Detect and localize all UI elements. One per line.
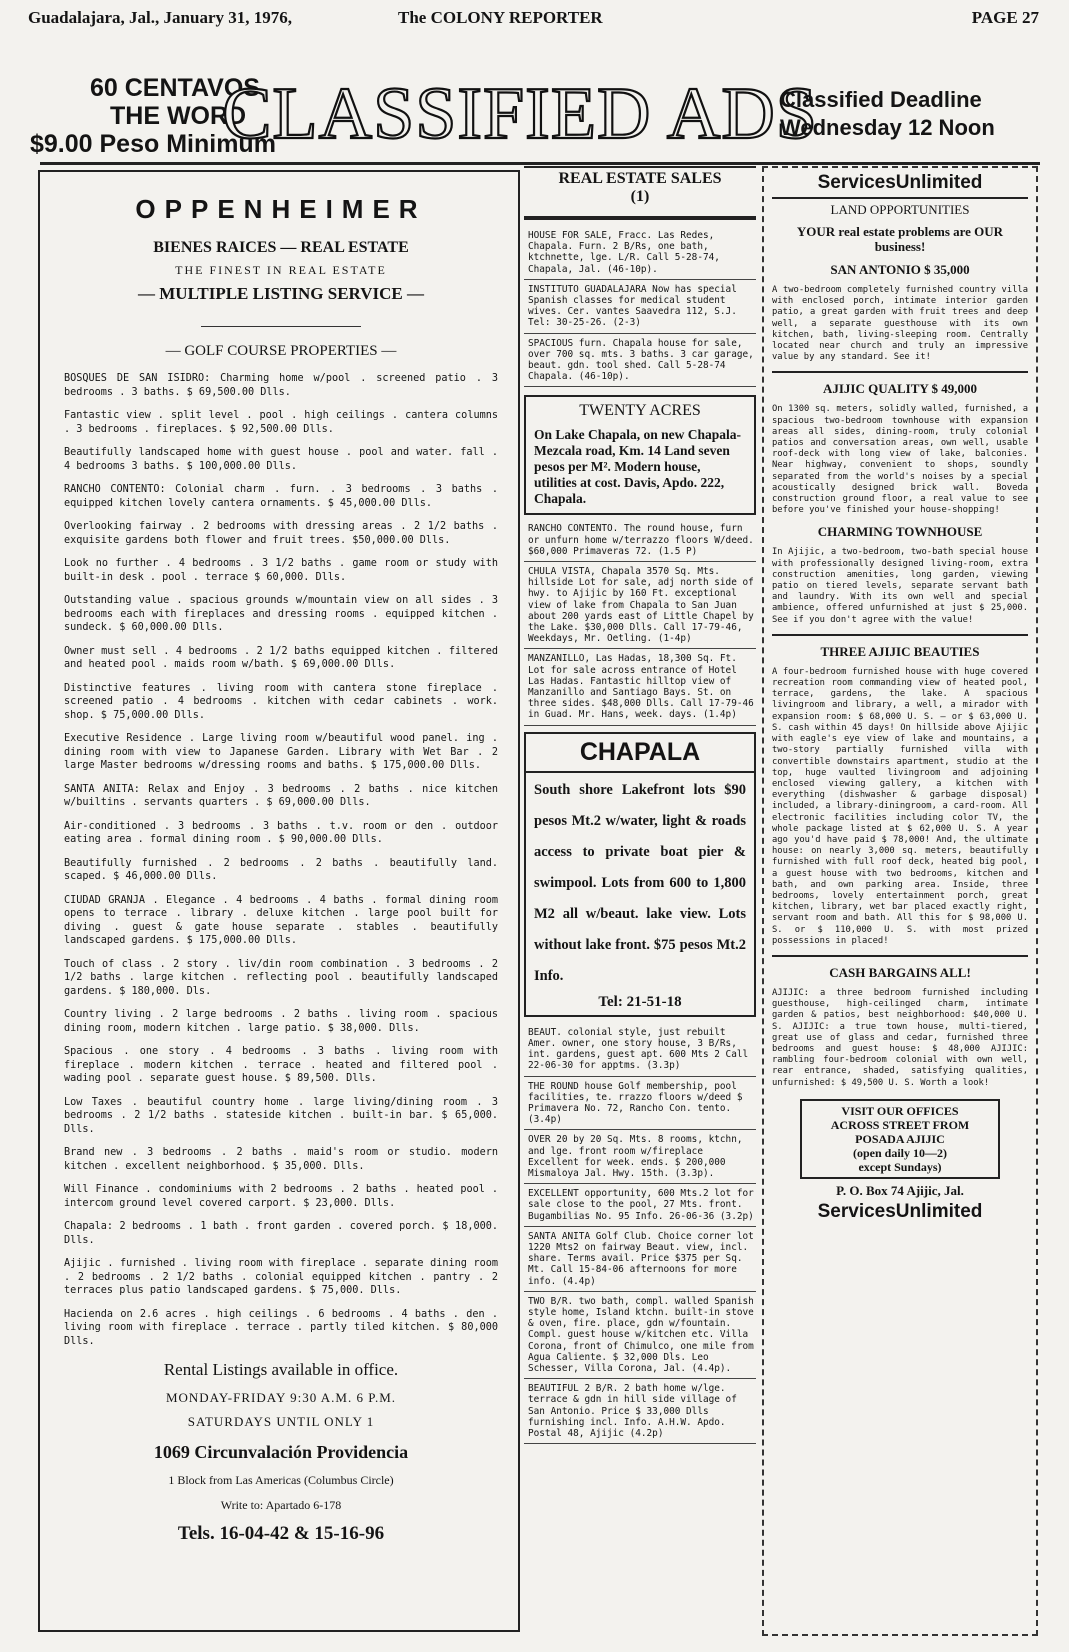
listing-item: Look no further . 4 bedrooms . 3 1/2 baths . game room or study with built-in desk . pool . terrace $ 60,000. Dlls. — [64, 558, 498, 583]
services-slogan: YOUR real estate problems are OUR business! — [796, 224, 1004, 254]
listing-item: Distinctive features . living room with cantera stone fireplace . screened patio . 4 bedrooms . kitchen with cedar cabinets . work. shop. $ 75,000.00 Dlls. — [64, 682, 498, 721]
listing-item: Fantastic view . split level . pool . high ceilings . cantera columns . 3 bedrooms . fireplaces. $ 92,500.00 Dlls. — [64, 410, 498, 435]
classified-ad: INSTITUTO GUADALAJARA Now has special Spanish classes for medical student wives. Cer. vantes Saavedra 112, S.J. Tel: 30-25-26. (2-3) — [524, 280, 756, 334]
classified-ads-title-text: CLASSIFIED ADS — [222, 73, 818, 155]
chapala-body: South shore Lakefront lots $90 pesos Mt.2 w/water, light & roads access to private boat pier & swimpool. Lots from 600 to 1,800 M2 all w/beaut. lake view. Lots without lake front. $75 pesos Mt.2 Info. — [534, 781, 746, 984]
classified-masthead — [0, 70, 1069, 165]
rental-note: Rental Listings available in office. — [163, 1360, 399, 1379]
listing-item: Country living . 2 large bedrooms . 2 baths . living room . spacious dining room, modern kitchen . large patio. $ 38,000. Dlls. — [64, 1009, 498, 1034]
real-estate-column — [524, 166, 756, 1636]
san-antonio-body: A two-bedroom completely furnished country villa with enclosed porch, intimate interior garden patio, a great garden with fruit trees and deep well, a separate guesthouse with its own kitchen, bath, living-sleeping room. Centrally located near church and truly an impressive value by any standard. See it! — [772, 285, 1028, 363]
classified-ad: BEAUT. colonial style, just rebuilt Amer. owner, one story house, 3 B/Rs, int. gardens, guest apt. 600 Mts 2 Call 22-06-30 for apptms. (3.3p) — [524, 1023, 756, 1077]
rate-per: THE WORD — [110, 102, 247, 130]
classified-ad: BEAUTIFUL 2 B/R. 2 bath home w/lge. terrace & gdn in hill side village of San Antonio. Price $ 33,000 Dlls furnishing incl. Info. A.H.W. Apdo. Postal 48, Ajijic (4.2p) — [524, 1379, 756, 1444]
ajijic-quality-heading: AJIJIC QUALITY $ 49,000 — [822, 381, 978, 397]
classified-ad: RANCHO CONTENTO. The round house, furn or unfurn home w/terrazzo floors W/deed. $60,000 Primaveras 72. (1.5 P) — [524, 519, 756, 562]
listing-item: Chapala: 2 bedrooms . 1 bath . front garden . covered porch. $ 18,000. Dlls. — [64, 1221, 498, 1246]
golf-course-heading: — GOLF COURSE PROPERTIES — — [165, 343, 397, 359]
chapala-title: CHAPALA — [526, 734, 754, 773]
listing-item: Owner must sell . 4 bedrooms . 2 1/2 baths equipped kitchen . filtered and heated pool . maids room w/bath. $ 69,000.00 Dlls. — [64, 645, 498, 670]
land-opportunities: LAND OPPORTUNITIES — [830, 202, 970, 217]
listing-item: Will Finance . condominiums with 2 bedrooms . 2 baths . heated pool . intercom ground level covered carport. $ 23,000. Dlls. — [64, 1184, 498, 1209]
chapala-phone: Tel: 21-51-18 — [598, 993, 682, 1010]
classified-ad: EXCELLENT opportunity, 600 Mts.2 lot for sale close to the pool, 27 Mts. front. Bugambilias No. 95 Info. 26-06-36 (3.2p) — [524, 1184, 756, 1227]
listing-item: Overlooking fairway . 2 bedrooms with dressing areas . 2 1/2 baths . exquisite gardens both flower and fruit trees. $50,000.00 Dlls. — [64, 521, 498, 546]
mailing-address: Write to: Apartado 6-178 — [220, 1498, 342, 1512]
office-hours: MONDAY-FRIDAY 9:30 A.M. 6 P.M. — [165, 1390, 397, 1405]
deadline-line-2: Wednesday 12 Noon — [780, 115, 995, 140]
listing-item: Air-conditioned . 3 bedrooms . 3 baths . t.v. room or den . outdoor eating area . formal dining room . $ 90,000.00 Dlls. — [64, 820, 498, 845]
cash-bargains-heading: CASH BARGAINS ALL! — [829, 964, 971, 980]
listing-item: Executive Residence . Large living room w/beautiful wood panel. ing . dining room with view to Japanese Garden. Library with Wet Bar . 2 large Master bedrooms w/dressing rooms and baths. $ 175,000.00 Dlls. — [64, 733, 498, 771]
classified-ad: HOUSE FOR SALE, Fracc. Las Redes, Chapala. Furn. 2 B/Rs, one bath, ktchnette, lge. L/R. Call 5-28-74, Chapala, Jal. (46-10p). — [524, 226, 756, 280]
chapala-ad — [524, 732, 756, 1017]
listing-item: Spacious . one story . 4 bedrooms . 3 baths . living room with fireplace . modern kitchen . terrace . heated and filtered pool . wading pool . separate guest house. $ 89,500. Dlls. — [64, 1046, 498, 1084]
twenty-acres-title: TWENTY ACRES — [579, 402, 701, 420]
listing-item: Beautifully landscaped home with guest house . pool and water. fall . 4 bedrooms 3 baths. $ 100,000.00 Dlls. — [64, 447, 498, 472]
section-heading — [524, 166, 756, 206]
address-landmark: 1 Block from Las Americas (Columbus Circle) — [168, 1473, 394, 1487]
page-number: PAGE 27 — [971, 8, 1039, 27]
visit-line: except Sundays) — [858, 1159, 942, 1174]
oppenheimer-subtitle: BIENES RAICES — REAL ESTATE — [153, 239, 409, 256]
deadline-info — [780, 86, 995, 142]
services-title: ServicesUnlimited — [817, 172, 983, 193]
divider — [772, 634, 1028, 636]
listing-item: Touch of class . 2 story . liv/din room combination . 3 bedrooms . 2 1/2 baths . large kitchen . reflecting pool . beautifully landscaped gardens. $ 180,000. Dls. — [64, 958, 498, 997]
divider — [524, 216, 756, 220]
classified-ad: OVER 20 by 20 Sq. Mts. 8 rooms, ktchn, and lge. front room w/fireplace Excellent for week. ends. $ 200,000 Mismaloya Jal. Hwy. 15th. (3.3p). — [524, 1130, 756, 1184]
oppenheimer-tagline: THE FINEST IN REAL ESTATE — [175, 263, 387, 277]
twenty-acres-body: On Lake Chapala, on new Chapala-Mezcala road, Km. 14 Land seven pesos per M². Modern house, utilities at cost. Davis, Apdo. 222, Chapala. — [534, 427, 742, 507]
oppenheimer-title: OPPENHEIMER — [135, 194, 427, 224]
charming-townhouse-heading: CHARMING TOWNHOUSE — [817, 524, 983, 540]
listing-item: Ajijic . furnished . living room with fireplace . separate dining room . 2 bedrooms . 2 1/2 baths . colonial equipped kitchen . pantry . 2 terraces plus patio landscaped gardens. $ 75,000. Dlls. — [64, 1258, 498, 1296]
listing-item: Outstanding value . spacious grounds w/mountain view on all sides . 3 bedrooms each with fireplaces and dressing rooms . equipped kitchen . sundeck. $ 60,000.00 Dlls. — [64, 595, 498, 633]
oppenheimer-ad — [38, 170, 520, 1632]
listing-item: Beautifully furnished . 2 bedrooms . 2 baths . beautifully land. scaped. $ 46,000.00 Dlls. — [64, 857, 498, 882]
rate-minimum: $9.00 Peso Minimum — [30, 130, 276, 158]
classified-ad: SPACIOUS furn. Chapala house for sale, over 700 sq. mts. 3 baths. 3 car garage, beaut. gdn. tool shed. Call 5-28-74 Chapala. (46-10p). — [524, 334, 756, 388]
listing-item: RANCHO CONTENTO: Colonial charm . furn. . 3 bedrooms . 3 baths . equipped kitchen lovely cantera ornaments. $ 45,000.00 Dlls. — [64, 484, 498, 509]
section-number: (1) — [630, 188, 650, 205]
page-header — [0, 8, 1069, 38]
cash-bargains-body: AJIJIC: a three bedroom furnished including guesthouse, high-ceilinged charm, intimate garden & patios, best neighborhood: $40,000 U. S. AJIJIC: a true town house, multi-tiered, great use of glass and cedar, furnished three bedrooms and guest house: $ 48,000 AJIJIC: rambling four-bedroom colonial with own well, rear entrance, shaded, satisfying qualities, unfurnished: $ 49,500 U. S. Worth a look! — [772, 987, 1028, 1088]
listing-item: Brand new . 3 bedrooms . 2 baths . maid's room or studio. modern kitchen . excellent neighborhood. $ 35,000. Dlls. — [64, 1147, 498, 1172]
visit-line: VISIT OUR OFFICES — [841, 1103, 959, 1118]
classified-ads-title — [222, 72, 818, 155]
visit-line: (open daily 10—2) — [852, 1145, 947, 1160]
classified-ad: THE ROUND house Golf membership, pool facilities, te. rrazzo floors w/deed $ Primavera No. 72, Rancho Con. tento. (3.4p) — [524, 1077, 756, 1131]
listing-item: Hacienda on 2.6 acres . high ceilings . 6 bedrooms . 4 baths . den . living room with fireplace . terrace . partly tiled kitchen. $ 80,000 Dlls. — [64, 1308, 498, 1347]
visit-offices-box — [800, 1099, 1000, 1179]
san-antonio-heading: SAN ANTONIO $ 35,000 — [830, 262, 970, 277]
saturday-hours: SATURDAYS UNTIL ONLY 1 — [187, 1414, 375, 1429]
rate-price: 60 CENTAVOS — [90, 74, 260, 102]
phone-numbers: Tels. 16-04-42 & 15-16-96 — [177, 1523, 385, 1544]
divider — [772, 197, 1028, 199]
po-box: P. O. Box 74 Ajijic, Jal. — [836, 1182, 964, 1198]
newspaper-name: The COLONY REPORTER — [398, 8, 603, 27]
listing-item: CIUDAD GRANJA . Elegance . 4 bedrooms . 4 baths . formal dining room opens to terrace . library . deluxe kitchen . large pool built for diving . guest & gate house separate . stables . beautifully landscaped gardens. $ 175,000.00 Dlls. — [64, 894, 498, 946]
oppenheimer-mls: — MULTIPLE LISTING SERVICE — — [138, 284, 424, 303]
divider — [772, 955, 1028, 957]
section-title: REAL ESTATE SALES — [558, 170, 722, 187]
divider — [772, 371, 1028, 373]
ajijic-quality-body: On 1300 sq. meters, solidly walled, furnished, a spacious two-bedroom townhouse with expansion areas all sides, dining-room, truly colonial patios and conversation areas, own well, usable roof-deck with long view of lake, balconies. Near highway, convenient to shops, soundly separated from the world's noises by a special acoustically designed brick wall. Boveda construction ground floor, a real value to see before you've finished your house-shopping! — [772, 404, 1028, 516]
classified-ad: CHULA VISTA, Chapala 3570 Sq. Mts. hillside Lot for sale, adj north side of hwy. to Ajijic by 160 Ft. exceptional view of lake from Chapala to San Juan about 200 yards east of Little Chapel by the Lake. $30,000 Dlls. Call 17-79-46, Weekdays, Mr. Oetling. (1-4p) — [524, 562, 756, 649]
charming-townhouse-body: In Ajijic, a two-bedroom, two-bath special house with professionally designed living-room, extra construction amenities, long garden, viewing patio on tiered levels, separate servant bath and laundry. With its own well and special ambience, offered unfurnished at just $ 25,000. See if you don't agree with the value! — [772, 547, 1028, 625]
listing-item: BOSQUES DE SAN ISIDRO: Charming home w/pool . screened patio . 3 bedrooms . 3 baths. $ 69,500.00 Dlls. — [64, 373, 498, 398]
classified-ad: TWO B/R. two bath, compl. walled Spanish style home, Island ktchn. built-in stove & oven, fire. place, gdn w/fountain. Compl. guest house w/kitchen etc. Villa Corona, front of Chimulco, one mile from Agua Caliente. $ 32,000 Dls. Leo Schesser, Villa Corona, Jal. (4.4p). — [524, 1292, 756, 1379]
services-footer: ServicesUnlimited — [817, 1200, 983, 1222]
deadline-line-1: Classified Deadline — [780, 87, 982, 112]
dateline: Guadalajara, Jal., January 31, 1976, — [28, 8, 292, 27]
visit-line: POSADA AJIJIC — [855, 1131, 945, 1146]
office-address: 1069 Circunvalación Providencia — [153, 1442, 409, 1462]
classified-ad: SANTA ANITA Golf Club. Choice corner lot 1220 Mts2 on fairway Beaut. view, incl. share. Terms avail. Price $375 per Sq. Mt. Call 15-84-06 afternoons for more info. (4.4p) — [524, 1227, 756, 1292]
three-beauties-heading: THREE AJIJIC BEAUTIES — [820, 643, 980, 659]
property-listings — [64, 372, 498, 1348]
visit-line: ACROSS STREET FROM — [830, 1117, 970, 1132]
listing-item: SANTA ANITA: Relax and Enjoy . 3 bedrooms . 2 baths . nice kitchen w/builtins . servants quarters . $ 69,000.00 Dlls. — [64, 783, 498, 808]
listing-item: Low Taxes . beautiful country home . large living/dining room . 3 bedrooms . 2 1/2 baths . stateside kitchen . built-in bar. $ 65,000. Dlls. — [64, 1096, 498, 1135]
classified-ad: MANZANILLO, Las Hadas, 18,300 Sq. Ft. Lot for sale across entrance of Hotel Las Hadas. Fantastic hilltop view of Manzanillo and Santiago Bays. St. on three sides. $48,000 Dlls. Call 17-79-46 in Guad. Mr. Hans, week. days. (1.4p) — [524, 649, 756, 725]
divider — [201, 326, 361, 327]
twenty-acres-ad — [524, 395, 756, 515]
masthead-rule — [40, 162, 1040, 165]
three-beauties-body: A four-bedroom furnished house with huge covered recreation room commanding view of heated pool, terrace, gardens, the lake. A spacious livingroom and library, a well, a mirador with expansion room: $ 68,000 U. S. — or $ 63,000 U. S. cash within 45 days! On hillside above Ajijic with eagle's eye view of lake and mountains, a two-story partially furnished villa with convertible downstairs apartment, studio at the top, huge vaulted livingroom and adjoining enclosed viewing gallery, a kitchen with everything (dishwasher & garbage disposal) included, a library-diningroom, a card-room. All electronic facilities including color TV, the whole package listed at $ 62,000 U. S. A year ago you'd have paid $ 78,000! And, the ultimate house: on nearly 3,000 sq. meters, beautifully furnished with full roof deck, heated big pool, a guest house with two bedrooms, kitchen and bath, and own parking area. Inside, three bedrooms, lovely entertainment porch, great kitchen, library, wet bar placed exactly right, servant room and bath. All this for $ 98,000 U. S. or $ 110,000 U. S. with most prized possessions in placed! — [772, 666, 1028, 946]
services-unlimited-ad — [762, 166, 1038, 1636]
